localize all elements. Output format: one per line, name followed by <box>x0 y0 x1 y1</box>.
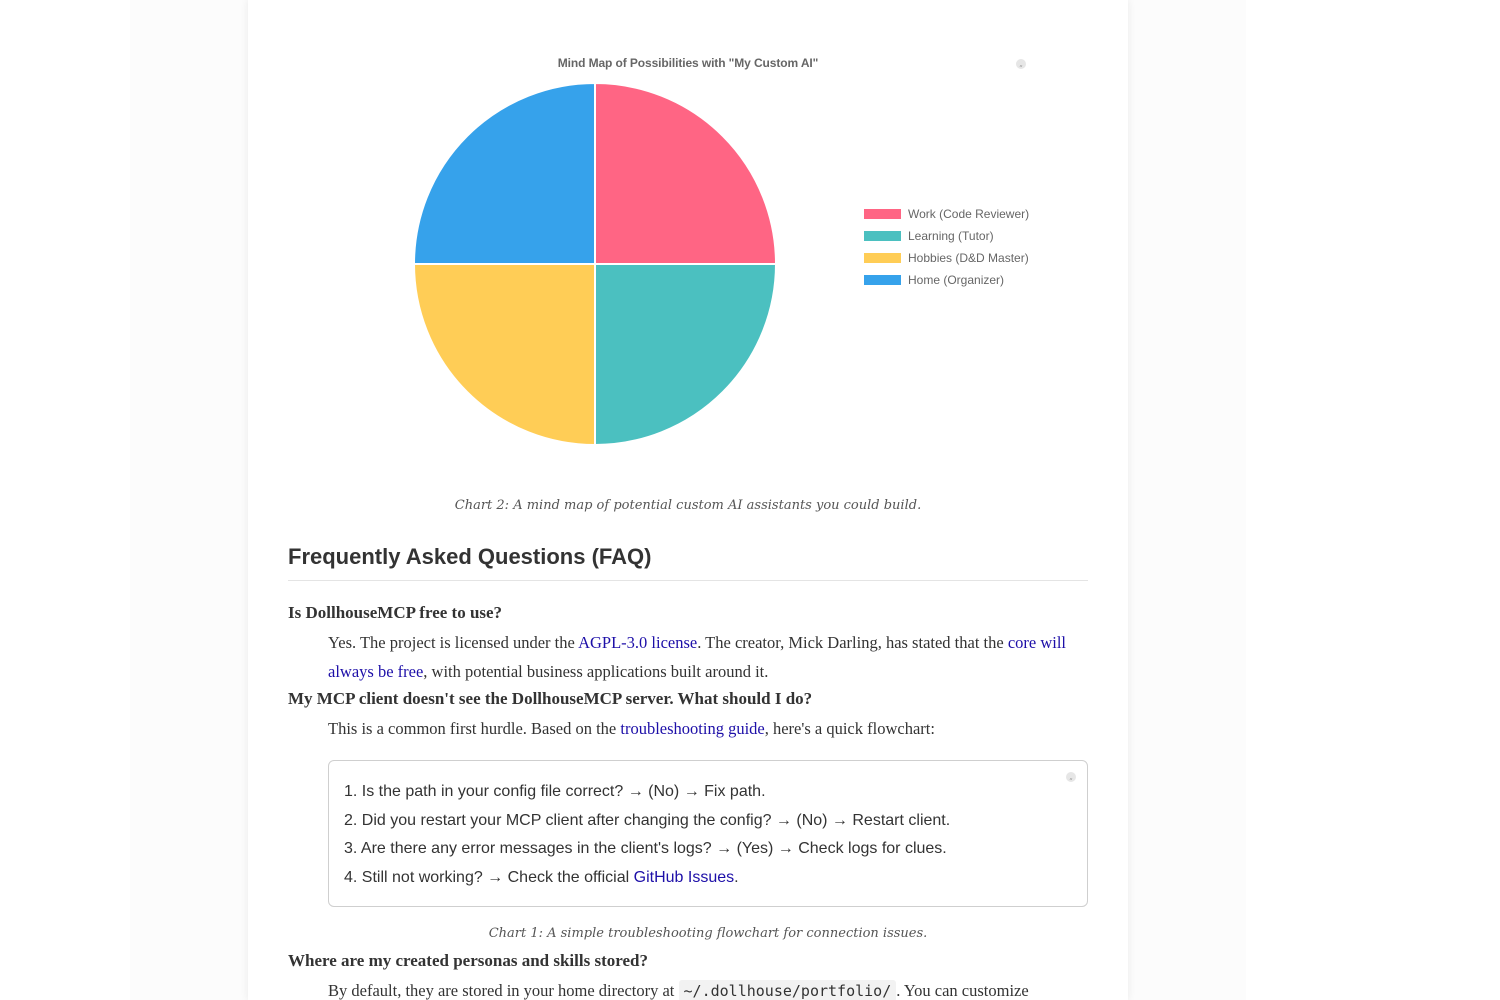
core-free-link[interactable]: core will always be free <box>328 633 1067 681</box>
legend-swatch[interactable] <box>864 209 901 219</box>
pie-slice-hobbies-d-d-master[interactable] <box>414 264 595 445</box>
pie-slice-learning-tutor[interactable] <box>595 264 776 445</box>
quote-icon[interactable]: „ <box>1016 59 1026 69</box>
chart-2-caption: Chart 2: A mind map of potential custom AI assistants you could build. <box>454 498 922 513</box>
portfolio-path-code: ~/.dollhouse/portfolio/ <box>679 980 897 1000</box>
step-text: 4. Still not working? → Check the official <box>344 869 634 887</box>
faq-heading: Frequently Asked Questions (FAQ) <box>288 544 1088 581</box>
answer-text: , with potential business applications built around it. <box>423 662 769 681</box>
pie-chart <box>288 40 1088 480</box>
flowchart-step: 1. Is the path in your config file correct? → (No) → Fix path. <box>344 783 766 800</box>
pie-slice-home-organizer[interactable] <box>414 83 595 264</box>
faq-question-1: Is DollhouseMCP free to use? <box>288 603 503 622</box>
legend-swatch[interactable] <box>864 275 901 285</box>
answer-text: . You can customize <box>896 981 1029 1000</box>
faq-answer-1 <box>328 628 1088 686</box>
flowchart-step: 3. Are there any error messages in the client's logs? → (Yes) → Check logs for clues. <box>344 840 947 858</box>
faq-question-2: My MCP client doesn't see the DollhouseMCP server. What should I do? <box>288 689 813 708</box>
chart-1-caption: Chart 1: A simple troubleshooting flowchart for connection issues. <box>488 926 928 941</box>
flowchart-step: 2. Did you restart your MCP client after changing the config? → (No) → Restart client. <box>344 811 951 829</box>
legend-swatch[interactable] <box>864 253 901 263</box>
legend-label[interactable]: Learning (Tutor) <box>908 229 994 243</box>
faq-answer-2 <box>328 714 1088 743</box>
agpl-license-link[interactable]: AGPL-3.0 license <box>578 633 698 652</box>
github-issues-link[interactable]: GitHub Issues <box>633 869 735 887</box>
chart-title: Mind Map of Possibilities with "My Custom AI" <box>557 56 819 70</box>
troubleshooting-flowchart <box>328 760 1088 907</box>
answer-text: By default, they are stored in your home directory at <box>328 981 679 1000</box>
flowchart-steps <box>344 778 950 893</box>
pie-chart-svg <box>288 40 1088 480</box>
answer-text: . The creator, Mick Darling, has stated that the <box>697 633 1008 652</box>
faq-question-3: Where are my created personas and skills stored? <box>288 951 648 970</box>
quote-icon[interactable]: „ <box>1066 772 1076 782</box>
legend-label[interactable]: Hobbies (D&D Master) <box>908 251 1029 265</box>
answer-text: Yes. The project is licensed under the <box>328 633 579 652</box>
troubleshooting-guide-link[interactable]: troubleshooting guide <box>620 719 765 738</box>
flowchart-step <box>344 864 950 893</box>
step-text: . <box>734 869 739 887</box>
legend-swatch[interactable] <box>864 231 901 241</box>
pie-slice-work-code-reviewer[interactable] <box>595 83 776 264</box>
answer-text: This is a common first hurdle. Based on the <box>328 719 621 738</box>
faq-answer-3 <box>328 976 1088 1000</box>
answer-text: , here's a quick flowchart: <box>764 719 935 738</box>
legend-label[interactable]: Home (Organizer) <box>908 273 1005 287</box>
legend-label[interactable]: Work (Code Reviewer) <box>908 207 1030 221</box>
